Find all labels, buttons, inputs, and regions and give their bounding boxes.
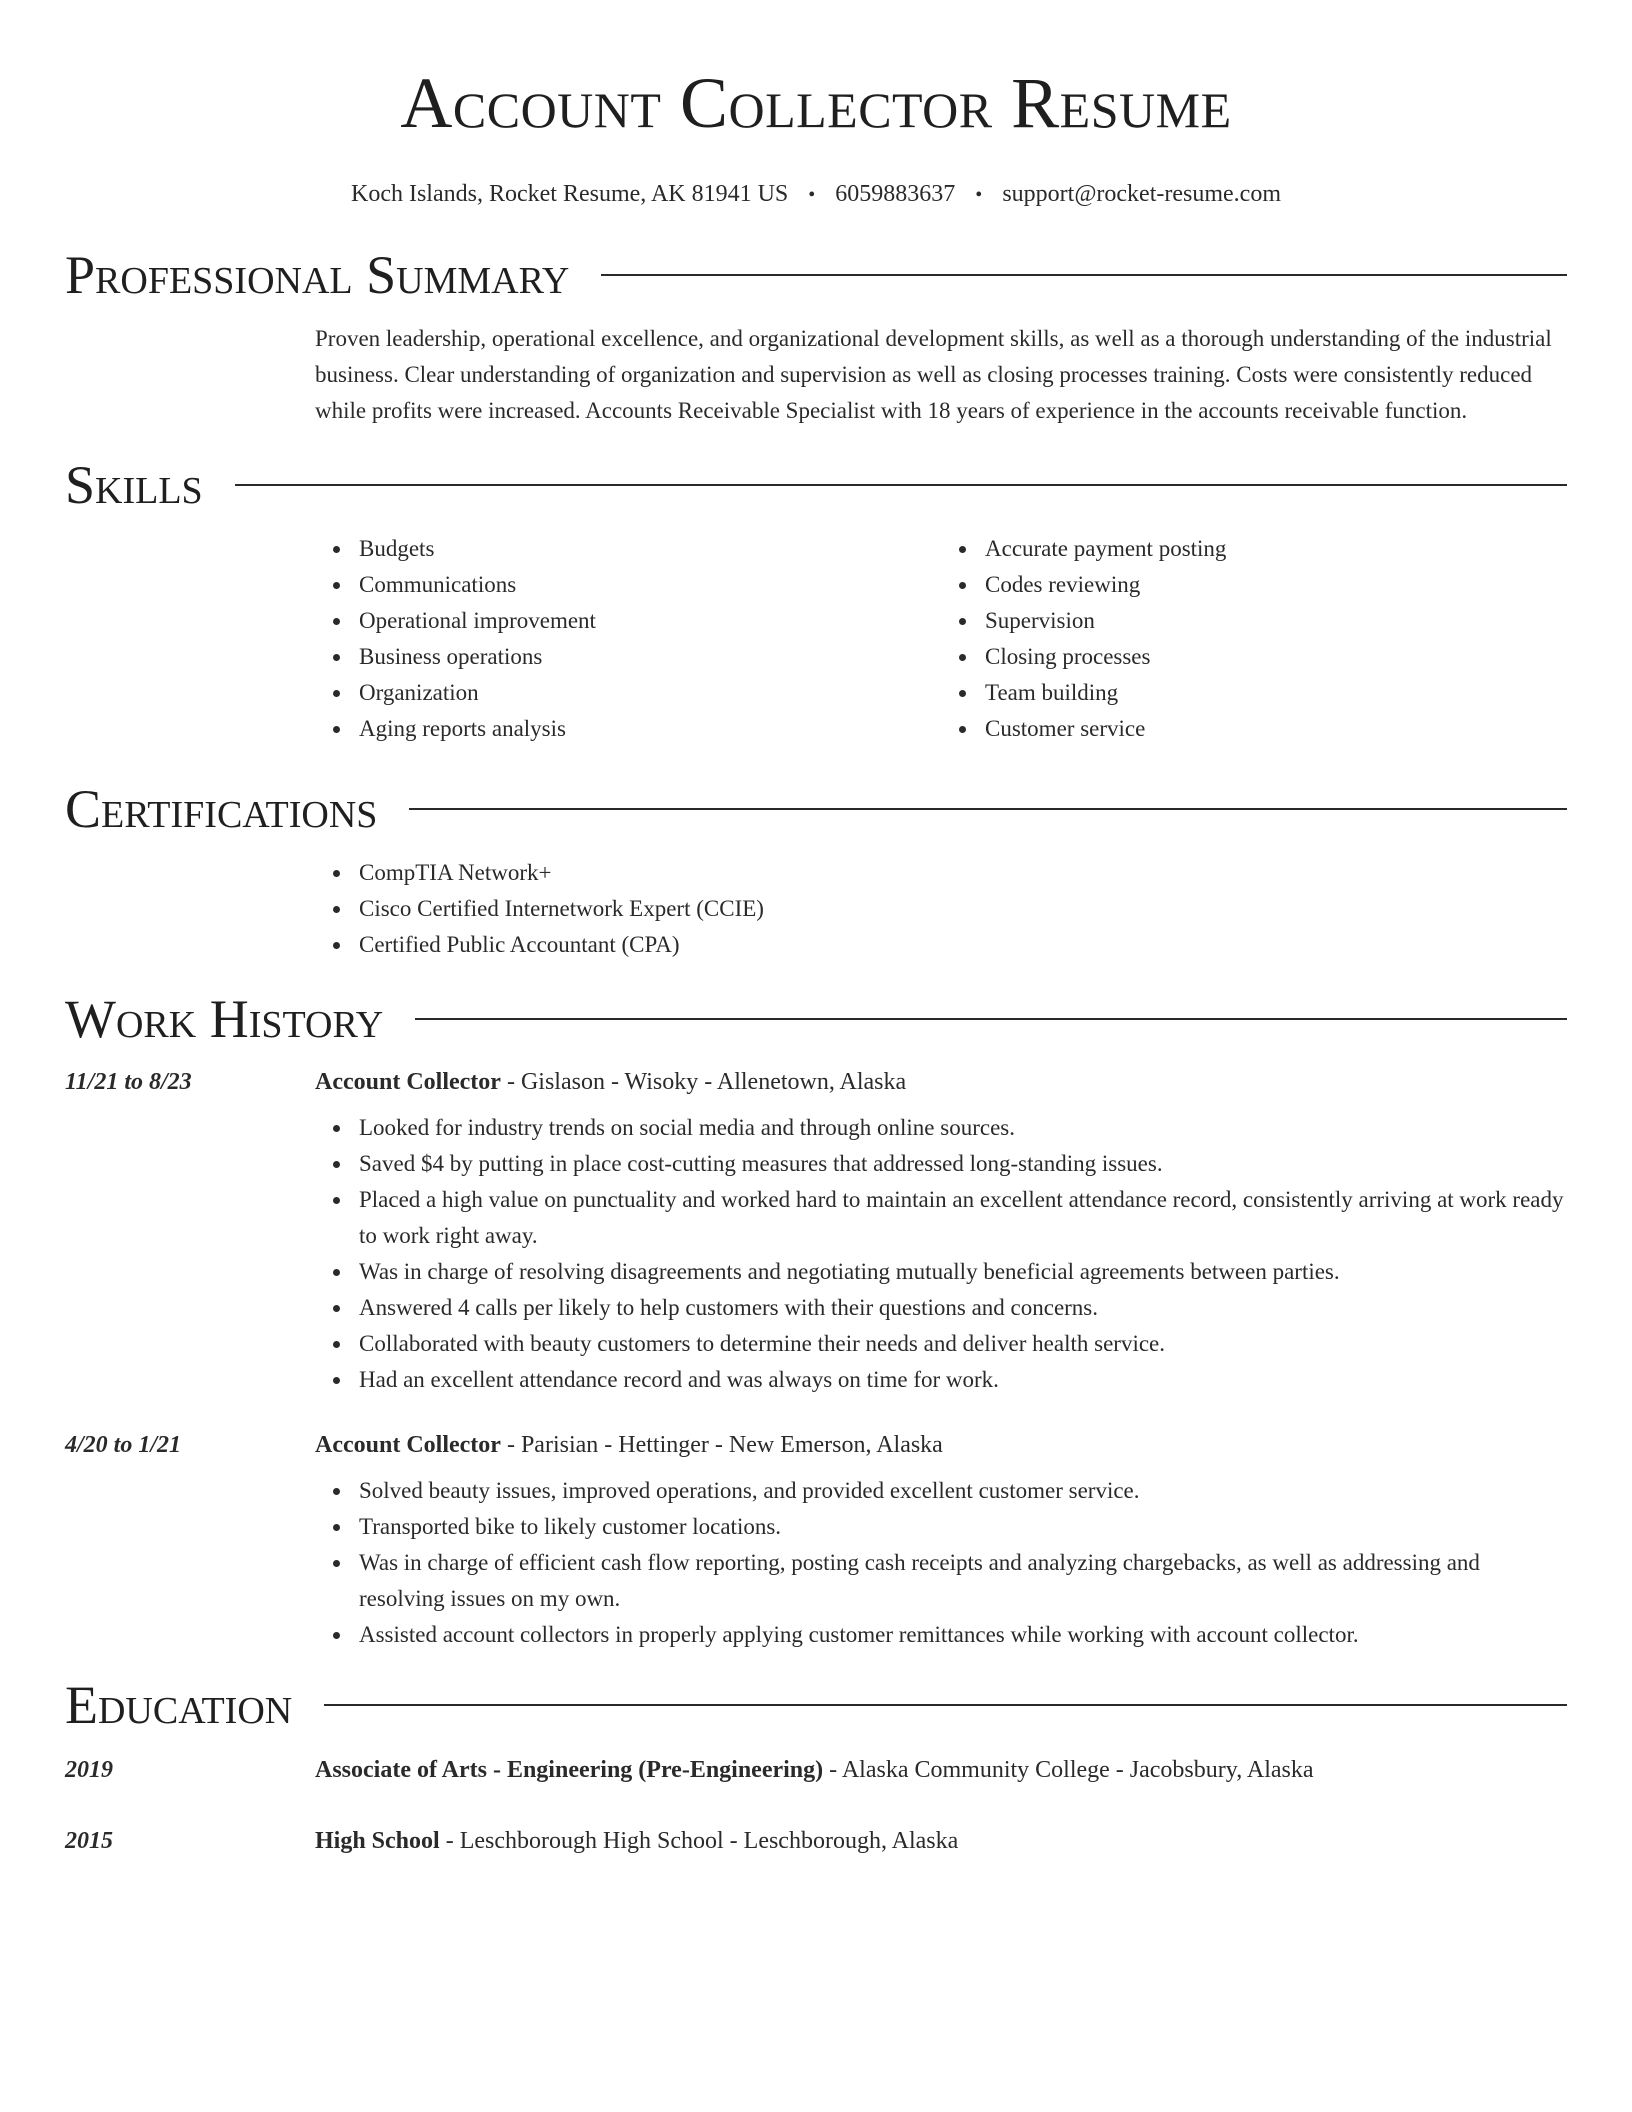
job-header [65,1432,1567,1459]
job-details: - Parisian - Hettinger - New Emerson, Alaska [500,1432,943,1458]
skill-item: Supervision [985,603,1567,639]
job-bullet: Answered 4 calls per likely to help customers with their questions and concerns. [359,1290,1567,1326]
education-details: - Alaska Community College - Jacobsbury, Alaska [823,1757,1314,1783]
certifications-list [315,855,1567,963]
summary-text: Proven leadership, operational excellence, and organizational development skills, as well as a thorough understanding of the industrial business. Clear understanding of organization and supervision as well as closing processes training. Costs were consistently reduced while profits were increased. Accounts Receivable Specialist with 18 years of experience in the accounts receivable function. [315,326,1552,423]
education-degree: Associate of Arts - Engineering (Pre-Engineering) [315,1757,824,1783]
job-title: Account Collector [315,1069,501,1095]
job-bullet: Transported bike to likely customer locations. [359,1509,1567,1545]
education-heading-line [315,1828,958,1855]
education-year: 2019 [65,1757,113,1783]
certification-item: Cisco Certified Internetwork Expert (CCIE) [359,891,1567,927]
job-bullet: Placed a high value on punctuality and worked hard to maintain an excellent attendance record, consistently arriving at work ready to work right away. [359,1182,1567,1254]
job-bullets [315,1110,1567,1398]
job-bullet: Had an excellent attendance record and was always on time for work. [359,1362,1567,1398]
work-section-header [65,989,1567,1049]
skill-item: Operational improvement [359,603,941,639]
job-heading [315,1069,906,1096]
education-heading-line [315,1757,1314,1784]
job-entry [65,1069,1567,1398]
section-divider [324,1704,1567,1706]
skill-item: Aging reports analysis [359,711,941,747]
skill-item: Budgets [359,531,941,567]
certifications-heading: Certifications [65,779,378,839]
certifications-section-header [65,779,1567,839]
education-degree: High School [315,1828,440,1854]
skill-item: Closing processes [985,639,1567,675]
job-bullet: Was in charge of resolving disagreements and negotiating mutually beneficial agreements between parties. [359,1254,1567,1290]
skills-list [315,531,1567,747]
skill-item: Business operations [359,639,941,675]
job-header [65,1069,1567,1096]
contact-separator: • [975,184,983,206]
education-details: - Leschborough High School - Leschborough, Alaska [439,1828,959,1854]
summary-section-header [65,245,1567,305]
contact-separator: • [808,184,816,206]
job-title: Account Collector [315,1432,501,1458]
education-heading: Education [65,1675,293,1735]
contact-address: Koch Islands, Rocket Resume, AK 81941 US [350,181,789,207]
contact-phone: 6059883637 [835,181,956,207]
skills-heading: Skills [65,455,203,515]
contact-email: support@rocket-resume.com [1002,181,1281,207]
section-divider [409,808,1567,810]
skill-item: Organization [359,675,941,711]
resume-title: Account Collector Resume [400,63,1232,143]
certification-item: CompTIA Network+ [359,855,1567,891]
skills-column-right [941,531,1567,747]
job-bullets [315,1473,1567,1653]
section-divider [415,1018,1567,1020]
job-bullet: Collaborated with beauty customers to determine their needs and deliver health service. [359,1326,1567,1362]
section-divider [601,274,1567,276]
job-bullet: Looked for industry trends on social media and through online sources. [359,1110,1567,1146]
skill-item: Accurate payment posting [985,531,1567,567]
education-entry [65,1828,1567,1855]
skill-item: Customer service [985,711,1567,747]
job-bullet: Saved $4 by putting in place cost-cutting measures that addressed long-standing issues. [359,1146,1567,1182]
skill-item: Codes reviewing [985,567,1567,603]
job-dates: 11/21 to 8/23 [65,1069,192,1095]
education-year: 2015 [65,1828,113,1854]
job-bullet: Was in charge of efficient cash flow reporting, posting cash receipts and analyzing chargebacks, as well as addressing and resolving issues on my own. [359,1545,1567,1617]
job-bullet: Solved beauty issues, improved operations, and provided excellent customer service. [359,1473,1567,1509]
skills-section-header [65,455,1567,515]
skills-column-left [315,531,941,747]
education-entry [65,1757,1567,1784]
section-divider [235,484,1567,486]
job-bullet: Assisted account collectors in properly applying customer remittances while working with account collector. [359,1617,1567,1653]
certification-item: Certified Public Accountant (CPA) [359,927,1567,963]
skill-item: Team building [985,675,1567,711]
skill-item: Communications [359,567,941,603]
job-dates: 4/20 to 1/21 [65,1432,182,1458]
job-details: - Gislason - Wisoky - Allenetown, Alaska [500,1069,907,1095]
summary-heading: Professional Summary [65,245,570,305]
job-entry [65,1432,1567,1653]
contact-line [65,180,1567,209]
work-heading: Work History [65,989,384,1049]
education-section-header [65,1675,1567,1735]
job-heading [315,1432,943,1459]
